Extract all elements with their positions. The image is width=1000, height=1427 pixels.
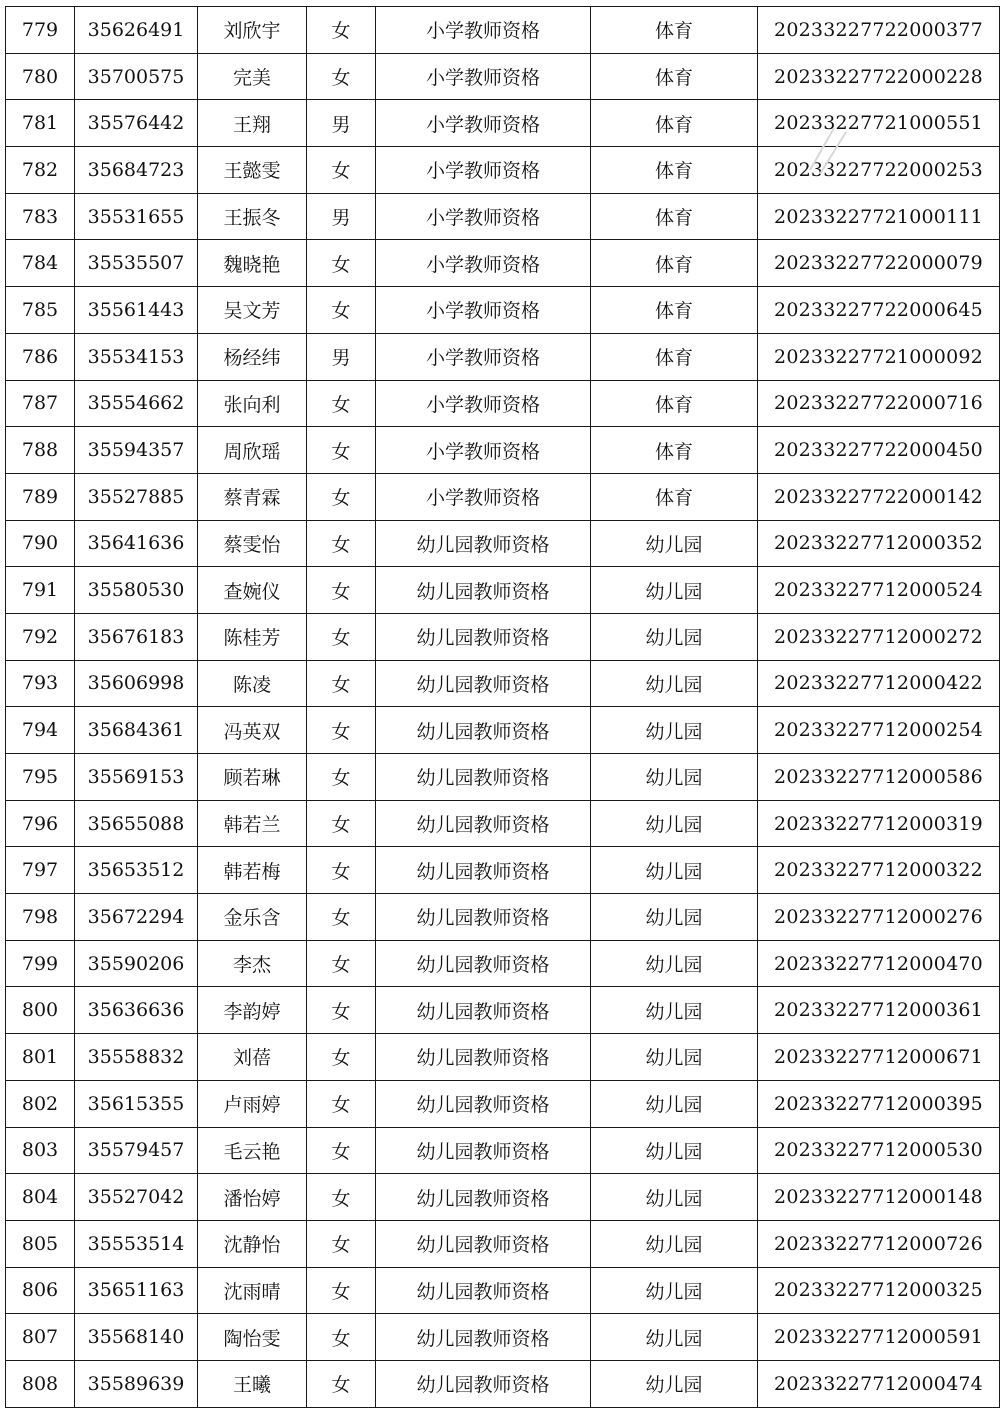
name-cell: 李杰 <box>198 940 307 987</box>
qualification-type-cell: 幼儿园教师资格 <box>376 987 591 1034</box>
exam-number-cell: 35589639 <box>75 1360 198 1407</box>
row-seq-cell: 808 <box>6 1360 75 1407</box>
row-seq-cell: 802 <box>6 1080 75 1127</box>
qualification-type-cell: 幼儿园教师资格 <box>376 1220 591 1267</box>
name-cell: 周欣瑶 <box>198 427 307 474</box>
table-row <box>6 1220 1000 1267</box>
table-row <box>6 53 1000 100</box>
exam-number-cell: 35580530 <box>75 567 198 614</box>
qualification-type-cell: 小学教师资格 <box>376 333 591 380</box>
gender-cell: 女 <box>307 1360 376 1407</box>
exam-number-cell: 35527042 <box>75 1174 198 1221</box>
name-cell: 沈静怡 <box>198 1220 307 1267</box>
gender-cell: 女 <box>307 287 376 334</box>
certificate-number-cell: 20233227712000322 <box>758 847 1000 894</box>
name-cell: 王翔 <box>198 100 307 147</box>
gender-cell: 女 <box>307 427 376 474</box>
exam-number-cell: 35535507 <box>75 240 198 287</box>
exam-number-cell: 35651163 <box>75 1267 198 1314</box>
qualification-type-cell: 幼儿园教师资格 <box>376 707 591 754</box>
table-row <box>6 800 1000 847</box>
subject-cell: 幼儿园 <box>591 707 758 754</box>
table-row <box>6 473 1000 520</box>
gender-cell: 女 <box>307 1174 376 1221</box>
name-cell: 陶怡雯 <box>198 1314 307 1361</box>
certificate-number-cell: 20233227722000228 <box>758 53 1000 100</box>
roster-page <box>5 6 992 1408</box>
qualification-type-cell: 幼儿园教师资格 <box>376 1314 591 1361</box>
row-seq-cell: 781 <box>6 100 75 147</box>
subject-cell: 幼儿园 <box>591 613 758 660</box>
name-cell: 王曦 <box>198 1360 307 1407</box>
qualification-type-cell: 小学教师资格 <box>376 7 591 54</box>
name-cell: 陈凌 <box>198 660 307 707</box>
gender-cell: 女 <box>307 1127 376 1174</box>
subject-cell: 体育 <box>591 147 758 194</box>
exam-number-cell: 35561443 <box>75 287 198 334</box>
table-row <box>6 427 1000 474</box>
qualification-type-cell: 小学教师资格 <box>376 427 591 474</box>
certificate-number-cell: 20233227721000551 <box>758 100 1000 147</box>
gender-cell: 女 <box>307 7 376 54</box>
gender-cell: 女 <box>307 147 376 194</box>
gender-cell: 男 <box>307 193 376 240</box>
gender-cell: 男 <box>307 333 376 380</box>
qualification-type-cell: 小学教师资格 <box>376 100 591 147</box>
exam-number-cell: 35590206 <box>75 940 198 987</box>
name-cell: 李韵婷 <box>198 987 307 1034</box>
certificate-number-cell: 20233227722000450 <box>758 427 1000 474</box>
subject-cell: 幼儿园 <box>591 1034 758 1081</box>
certificate-number-cell: 20233227712000325 <box>758 1267 1000 1314</box>
certificate-number-cell: 20233227712000272 <box>758 613 1000 660</box>
certificate-number-cell: 20233227712000422 <box>758 660 1000 707</box>
qualification-type-cell: 幼儿园教师资格 <box>376 613 591 660</box>
table-row <box>6 100 1000 147</box>
qualification-type-cell: 幼儿园教师资格 <box>376 894 591 941</box>
subject-cell: 幼儿园 <box>591 847 758 894</box>
qualification-type-cell: 幼儿园教师资格 <box>376 800 591 847</box>
gender-cell: 女 <box>307 940 376 987</box>
exam-number-cell: 35626491 <box>75 7 198 54</box>
name-cell: 王懿雯 <box>198 147 307 194</box>
qualification-type-cell: 幼儿园教师资格 <box>376 660 591 707</box>
certificate-number-cell: 20233227712000524 <box>758 567 1000 614</box>
exam-number-cell: 35615355 <box>75 1080 198 1127</box>
exam-number-cell: 35653512 <box>75 847 198 894</box>
gender-cell: 女 <box>307 800 376 847</box>
row-seq-cell: 790 <box>6 520 75 567</box>
gender-cell: 女 <box>307 520 376 567</box>
gender-cell: 女 <box>307 987 376 1034</box>
certificate-number-cell: 20233227721000092 <box>758 333 1000 380</box>
qualification-type-cell: 小学教师资格 <box>376 193 591 240</box>
subject-cell: 幼儿园 <box>591 660 758 707</box>
row-seq-cell: 780 <box>6 53 75 100</box>
exam-number-cell: 35576442 <box>75 100 198 147</box>
certificate-number-cell: 20233227712000319 <box>758 800 1000 847</box>
subject-cell: 幼儿园 <box>591 520 758 567</box>
subject-cell: 体育 <box>591 193 758 240</box>
row-seq-cell: 806 <box>6 1267 75 1314</box>
certificate-number-cell: 20233227722000377 <box>758 7 1000 54</box>
subject-cell: 体育 <box>591 7 758 54</box>
certificate-number-cell: 20233227722000079 <box>758 240 1000 287</box>
row-seq-cell: 796 <box>6 800 75 847</box>
exam-number-cell: 35553514 <box>75 1220 198 1267</box>
exam-number-cell: 35534153 <box>75 333 198 380</box>
exam-number-cell: 35636636 <box>75 987 198 1034</box>
qualification-type-cell: 幼儿园教师资格 <box>376 1267 591 1314</box>
exam-number-cell: 35606998 <box>75 660 198 707</box>
table-row <box>6 1267 1000 1314</box>
row-seq-cell: 789 <box>6 473 75 520</box>
name-cell: 潘怡婷 <box>198 1174 307 1221</box>
name-cell: 顾若琳 <box>198 754 307 801</box>
name-cell: 刘蓓 <box>198 1034 307 1081</box>
exam-number-cell: 35655088 <box>75 800 198 847</box>
row-seq-cell: 803 <box>6 1127 75 1174</box>
row-seq-cell: 788 <box>6 427 75 474</box>
table-row <box>6 1360 1000 1407</box>
certificate-number-cell: 20233227712000395 <box>758 1080 1000 1127</box>
qualification-type-cell: 幼儿园教师资格 <box>376 940 591 987</box>
table-row <box>6 7 1000 54</box>
subject-cell: 幼儿园 <box>591 800 758 847</box>
row-seq-cell: 782 <box>6 147 75 194</box>
name-cell: 吴文芳 <box>198 287 307 334</box>
name-cell: 完美 <box>198 53 307 100</box>
qualification-type-cell: 幼儿园教师资格 <box>376 1034 591 1081</box>
table-row <box>6 894 1000 941</box>
exam-number-cell: 35676183 <box>75 613 198 660</box>
gender-cell: 女 <box>307 380 376 427</box>
certificate-number-cell: 20233227722000716 <box>758 380 1000 427</box>
subject-cell: 体育 <box>591 380 758 427</box>
row-seq-cell: 798 <box>6 894 75 941</box>
gender-cell: 女 <box>307 754 376 801</box>
exam-number-cell: 35558832 <box>75 1034 198 1081</box>
row-seq-cell: 785 <box>6 287 75 334</box>
row-seq-cell: 784 <box>6 240 75 287</box>
table-row <box>6 1080 1000 1127</box>
gender-cell: 女 <box>307 1080 376 1127</box>
name-cell: 韩若兰 <box>198 800 307 847</box>
gender-cell: 女 <box>307 660 376 707</box>
exam-number-cell: 35569153 <box>75 754 198 801</box>
exam-number-cell: 35531655 <box>75 193 198 240</box>
table-row <box>6 660 1000 707</box>
name-cell: 王振冬 <box>198 193 307 240</box>
table-body <box>6 7 1000 1408</box>
name-cell: 卢雨婷 <box>198 1080 307 1127</box>
table-row <box>6 240 1000 287</box>
subject-cell: 幼儿园 <box>591 1360 758 1407</box>
certificate-number-cell: 20233227722000253 <box>758 147 1000 194</box>
row-seq-cell: 797 <box>6 847 75 894</box>
gender-cell: 女 <box>307 1034 376 1081</box>
name-cell: 沈雨晴 <box>198 1267 307 1314</box>
certificate-number-cell: 20233227712000530 <box>758 1127 1000 1174</box>
qualification-type-cell: 幼儿园教师资格 <box>376 1360 591 1407</box>
qualification-type-cell: 幼儿园教师资格 <box>376 1080 591 1127</box>
qualification-type-cell: 小学教师资格 <box>376 380 591 427</box>
subject-cell: 体育 <box>591 473 758 520</box>
gender-cell: 女 <box>307 1267 376 1314</box>
row-seq-cell: 794 <box>6 707 75 754</box>
row-seq-cell: 793 <box>6 660 75 707</box>
certificate-number-cell: 20233227712000148 <box>758 1174 1000 1221</box>
certificate-number-cell: 20233227712000591 <box>758 1314 1000 1361</box>
table-row <box>6 1174 1000 1221</box>
certificate-number-cell: 20233227712000726 <box>758 1220 1000 1267</box>
name-cell: 魏晓艳 <box>198 240 307 287</box>
gender-cell: 女 <box>307 707 376 754</box>
table-row <box>6 613 1000 660</box>
table-row <box>6 193 1000 240</box>
table-row <box>6 707 1000 754</box>
certificate-number-cell: 20233227722000645 <box>758 287 1000 334</box>
row-seq-cell: 783 <box>6 193 75 240</box>
table-row <box>6 940 1000 987</box>
qualification-type-cell: 幼儿园教师资格 <box>376 754 591 801</box>
subject-cell: 幼儿园 <box>591 1127 758 1174</box>
table-row <box>6 847 1000 894</box>
gender-cell: 女 <box>307 613 376 660</box>
table-row <box>6 287 1000 334</box>
teacher-qualification-table <box>5 6 1000 1408</box>
qualification-type-cell: 幼儿园教师资格 <box>376 1174 591 1221</box>
table-row <box>6 380 1000 427</box>
subject-cell: 幼儿园 <box>591 1220 758 1267</box>
name-cell: 查婉仪 <box>198 567 307 614</box>
gender-cell: 女 <box>307 567 376 614</box>
certificate-number-cell: 20233227712000276 <box>758 894 1000 941</box>
gender-cell: 女 <box>307 1220 376 1267</box>
name-cell: 张向利 <box>198 380 307 427</box>
certificate-number-cell: 20233227712000361 <box>758 987 1000 1034</box>
qualification-type-cell: 幼儿园教师资格 <box>376 1127 591 1174</box>
row-seq-cell: 795 <box>6 754 75 801</box>
row-seq-cell: 800 <box>6 987 75 1034</box>
row-seq-cell: 791 <box>6 567 75 614</box>
subject-cell: 体育 <box>591 240 758 287</box>
qualification-type-cell: 小学教师资格 <box>376 473 591 520</box>
table-row <box>6 567 1000 614</box>
exam-number-cell: 35527885 <box>75 473 198 520</box>
qualification-type-cell: 小学教师资格 <box>376 147 591 194</box>
name-cell: 毛云艳 <box>198 1127 307 1174</box>
table-row <box>6 1127 1000 1174</box>
certificate-number-cell: 20233227712000474 <box>758 1360 1000 1407</box>
exam-number-cell: 35684723 <box>75 147 198 194</box>
certificate-number-cell: 20233227712000671 <box>758 1034 1000 1081</box>
subject-cell: 幼儿园 <box>591 1080 758 1127</box>
gender-cell: 女 <box>307 473 376 520</box>
subject-cell: 幼儿园 <box>591 754 758 801</box>
gender-cell: 男 <box>307 100 376 147</box>
exam-number-cell: 35672294 <box>75 894 198 941</box>
name-cell: 韩若梅 <box>198 847 307 894</box>
exam-number-cell: 35594357 <box>75 427 198 474</box>
qualification-type-cell: 小学教师资格 <box>376 53 591 100</box>
subject-cell: 幼儿园 <box>591 1267 758 1314</box>
name-cell: 刘欣宇 <box>198 7 307 54</box>
qualification-type-cell: 幼儿园教师资格 <box>376 567 591 614</box>
qualification-type-cell: 小学教师资格 <box>376 240 591 287</box>
row-seq-cell: 799 <box>6 940 75 987</box>
certificate-number-cell: 20233227712000352 <box>758 520 1000 567</box>
qualification-type-cell: 幼儿园教师资格 <box>376 847 591 894</box>
name-cell: 冯英双 <box>198 707 307 754</box>
table-row <box>6 1034 1000 1081</box>
row-seq-cell: 807 <box>6 1314 75 1361</box>
subject-cell: 幼儿园 <box>591 894 758 941</box>
row-seq-cell: 787 <box>6 380 75 427</box>
certificate-number-cell: 20233227721000111 <box>758 193 1000 240</box>
exam-number-cell: 35568140 <box>75 1314 198 1361</box>
gender-cell: 女 <box>307 894 376 941</box>
name-cell: 蔡雯怡 <box>198 520 307 567</box>
exam-number-cell: 35700575 <box>75 53 198 100</box>
subject-cell: 体育 <box>591 53 758 100</box>
row-seq-cell: 779 <box>6 7 75 54</box>
gender-cell: 女 <box>307 53 376 100</box>
certificate-number-cell: 20233227722000142 <box>758 473 1000 520</box>
table-row <box>6 1314 1000 1361</box>
gender-cell: 女 <box>307 240 376 287</box>
table-row <box>6 147 1000 194</box>
name-cell: 金乐含 <box>198 894 307 941</box>
gender-cell: 女 <box>307 1314 376 1361</box>
name-cell: 杨经纬 <box>198 333 307 380</box>
exam-number-cell: 35641636 <box>75 520 198 567</box>
subject-cell: 幼儿园 <box>591 940 758 987</box>
table-row <box>6 333 1000 380</box>
certificate-number-cell: 20233227712000254 <box>758 707 1000 754</box>
subject-cell: 体育 <box>591 100 758 147</box>
row-seq-cell: 804 <box>6 1174 75 1221</box>
gender-cell: 女 <box>307 847 376 894</box>
subject-cell: 幼儿园 <box>591 1314 758 1361</box>
subject-cell: 幼儿园 <box>591 1174 758 1221</box>
table-row <box>6 987 1000 1034</box>
row-seq-cell: 801 <box>6 1034 75 1081</box>
exam-number-cell: 35554662 <box>75 380 198 427</box>
certificate-number-cell: 20233227712000470 <box>758 940 1000 987</box>
exam-number-cell: 35684361 <box>75 707 198 754</box>
subject-cell: 体育 <box>591 427 758 474</box>
qualification-type-cell: 幼儿园教师资格 <box>376 520 591 567</box>
subject-cell: 幼儿园 <box>591 987 758 1034</box>
row-seq-cell: 792 <box>6 613 75 660</box>
row-seq-cell: 786 <box>6 333 75 380</box>
subject-cell: 体育 <box>591 287 758 334</box>
subject-cell: 幼儿园 <box>591 567 758 614</box>
table-row <box>6 520 1000 567</box>
subject-cell: 体育 <box>591 333 758 380</box>
name-cell: 陈桂芳 <box>198 613 307 660</box>
row-seq-cell: 805 <box>6 1220 75 1267</box>
certificate-number-cell: 20233227712000586 <box>758 754 1000 801</box>
exam-number-cell: 35579457 <box>75 1127 198 1174</box>
qualification-type-cell: 小学教师资格 <box>376 287 591 334</box>
name-cell: 蔡青霖 <box>198 473 307 520</box>
table-row <box>6 754 1000 801</box>
